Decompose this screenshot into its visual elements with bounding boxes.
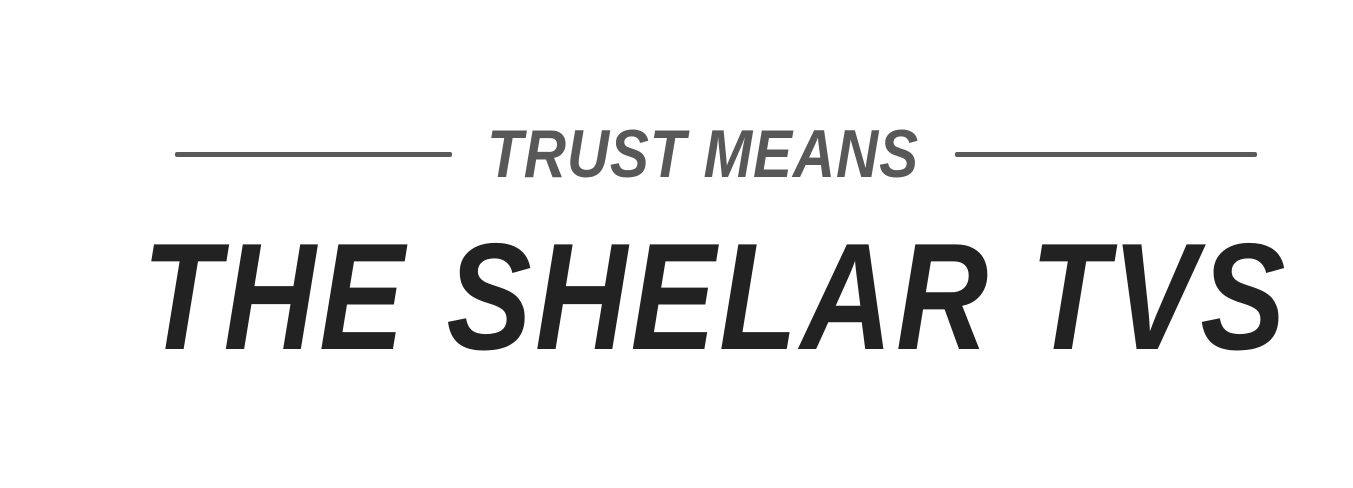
tagline-text: TRUST MEANS <box>487 116 920 192</box>
tagline-row <box>175 112 1257 196</box>
brand-headline: THE SHELAR TVS <box>141 212 1289 382</box>
left-divider-line <box>175 152 452 157</box>
headline-row <box>141 212 1289 382</box>
right-divider-line <box>955 152 1257 157</box>
